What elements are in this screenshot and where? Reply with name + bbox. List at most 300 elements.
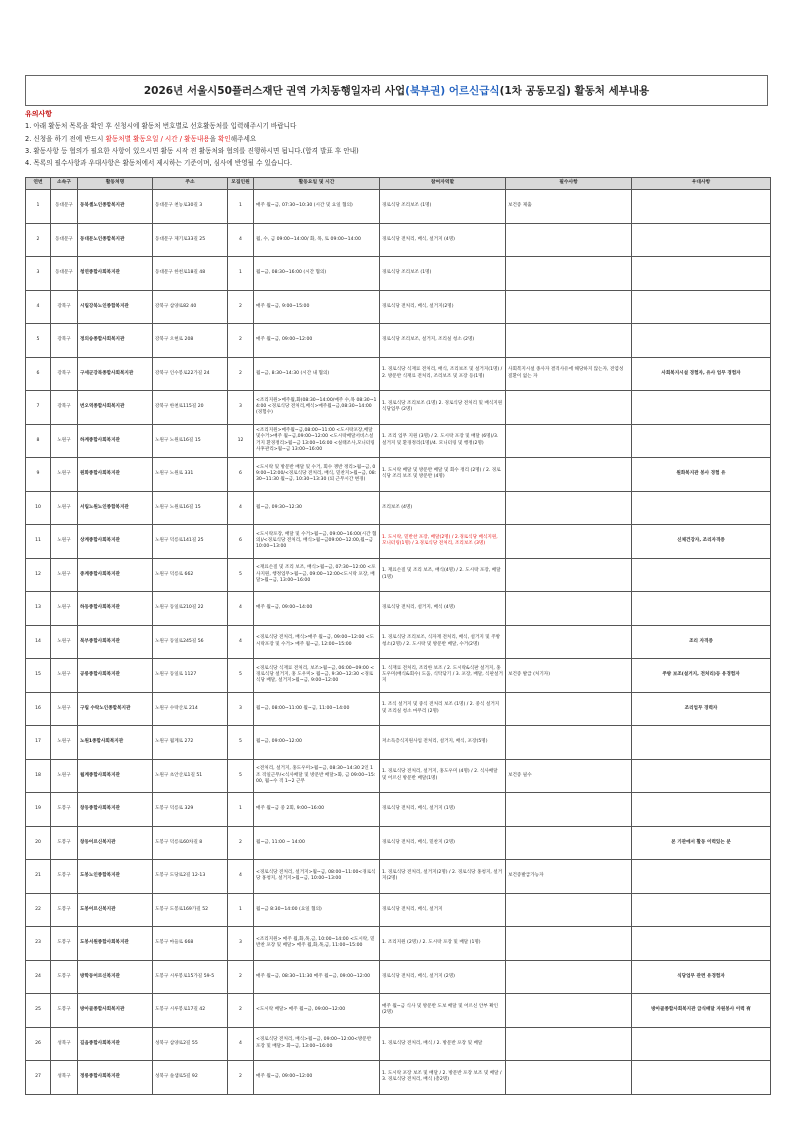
district: 노원구 bbox=[57, 538, 71, 544]
address-cell bbox=[153, 927, 228, 961]
recruit-count-cell bbox=[228, 759, 254, 793]
participant-role: 1. 경로식당 전처리, 설거지, 홍도우미 (4명) / 2. 식사배달 및 어르신 방문반 배달(1명) bbox=[382, 769, 498, 781]
preferences-cell bbox=[632, 960, 771, 994]
preferences-cell bbox=[632, 726, 771, 760]
organization-name-cell bbox=[78, 625, 153, 659]
organization-name-cell bbox=[78, 927, 153, 961]
organization-name-cell bbox=[78, 257, 153, 291]
organization-name-cell bbox=[78, 190, 153, 224]
address-cell bbox=[153, 558, 228, 592]
participant-role: 경로식당 전처리, 배식, 설거지 bbox=[382, 906, 443, 912]
preferences-cell bbox=[632, 826, 771, 860]
row-number-cell bbox=[26, 927, 51, 961]
participant-role: 1. 도시락 배달 및 방문반 배달 및 회수 정리 (2명) / 2. 경로식당 조리 보조 및 방문반 (4명) bbox=[382, 467, 501, 480]
district: 도봉구 bbox=[57, 906, 71, 912]
recruit-count: 5 bbox=[239, 739, 242, 745]
organization-name-cell bbox=[78, 994, 153, 1028]
district-cell bbox=[51, 625, 78, 659]
row-number: 20 bbox=[35, 839, 41, 845]
schedule: <조리지원>매주월~금,08:00~11:00 <도시락포장,배달및수거>매주 월~금,09:00~12:00 <도시락배달서비스설거지 환경정리>월~금 13:00~16:00 <실태조사,모니터링사후관리>월~금 13:00~16:00 bbox=[256, 427, 375, 453]
recruit-count: 5 bbox=[239, 672, 242, 678]
participant-role-cell bbox=[380, 491, 506, 525]
organization-name-cell bbox=[78, 1061, 153, 1095]
participant-role: 경로식당 조리보조 (1명) bbox=[382, 203, 432, 209]
address-cell bbox=[153, 458, 228, 492]
schedule-cell bbox=[254, 223, 380, 257]
requirements-cell bbox=[506, 491, 632, 525]
participant-role: 경로식당 전처리, 배식, 밑찬지 (2명) bbox=[382, 839, 455, 845]
district-cell bbox=[51, 1027, 78, 1061]
requirements-cell bbox=[506, 927, 632, 961]
recruit-count-cell bbox=[228, 257, 254, 291]
table-row bbox=[26, 223, 771, 257]
address: 노원구 노원로 331 bbox=[155, 471, 194, 477]
recruit-count-cell bbox=[228, 357, 254, 391]
row-number-cell bbox=[26, 893, 51, 927]
row-number-cell bbox=[26, 592, 51, 626]
preferences-cell bbox=[632, 1027, 771, 1061]
organization-name: 북부종합사회복지관 bbox=[80, 638, 120, 644]
participant-role-cell bbox=[380, 558, 506, 592]
table-row bbox=[26, 994, 771, 1028]
participant-role: 1. 도시락, 밑반찬 포장, 배달(2명) / 2.경로식당 배식지원, 모니터링(1명) / 3.경로식당 전처리, 조리보조 (3명) bbox=[382, 534, 498, 547]
participant-role: 매주 월~금 식사 및 방문반 도보 배달 및 어르신 안부 확인 (2명) bbox=[382, 1003, 499, 1016]
organization-name-cell bbox=[78, 893, 153, 927]
participant-role-cell bbox=[380, 692, 506, 726]
schedule: 매주 월~금 중 2회, 9:00~16:00 bbox=[256, 806, 325, 812]
organization-name: 동대문노인종합복지관 bbox=[80, 236, 125, 242]
recruit-count: 1 bbox=[239, 806, 242, 812]
page-title bbox=[25, 75, 768, 106]
table-row bbox=[26, 290, 771, 324]
notes-header: 유의사항 bbox=[25, 110, 53, 118]
requirements-cell bbox=[506, 391, 632, 425]
schedule-cell bbox=[254, 759, 380, 793]
schedule-cell bbox=[254, 525, 380, 559]
notes-section bbox=[25, 108, 770, 169]
address: 도봉구 도봉로169가길 52 bbox=[155, 906, 209, 912]
organization-name: 방아골종합사회복지관 bbox=[80, 1007, 125, 1013]
title-part3: (1차 공동모집) 활동처 세부내용 bbox=[499, 85, 650, 97]
district: 노원구 bbox=[57, 672, 71, 678]
district: 강북구 bbox=[57, 303, 71, 309]
participant-role: 경로식당 전처리, 배식, 설거지 (4명) bbox=[382, 236, 455, 242]
row-number: 22 bbox=[35, 906, 41, 912]
requirements-cell bbox=[506, 257, 632, 291]
recruit-count: 1 bbox=[239, 203, 242, 209]
preferences-cell bbox=[632, 1061, 771, 1095]
schedule-cell bbox=[254, 692, 380, 726]
requirements-cell bbox=[506, 893, 632, 927]
participant-role-cell bbox=[380, 960, 506, 994]
column-header: 필수사항 bbox=[506, 178, 632, 190]
note-line-2b: 활동처별 활동요일 / 시간 / 활동내용 bbox=[105, 134, 210, 143]
preferences-cell bbox=[632, 424, 771, 458]
table-row bbox=[26, 592, 771, 626]
row-number: 9 bbox=[36, 471, 40, 477]
row-number-cell bbox=[26, 491, 51, 525]
requirements-cell bbox=[506, 357, 632, 391]
title-part1: 2026년 서울시50플러스재단 권역 가치동행일자리 사업 bbox=[143, 85, 406, 97]
address-cell bbox=[153, 324, 228, 358]
table-row bbox=[26, 960, 771, 994]
requirements: 보건증발급가능자 bbox=[508, 873, 544, 879]
recruit-count-cell bbox=[228, 592, 254, 626]
preferences: 신체건강자, 조리자격증 bbox=[677, 538, 725, 544]
recruit-count-cell bbox=[228, 826, 254, 860]
row-number-cell bbox=[26, 960, 51, 994]
row-number-cell bbox=[26, 826, 51, 860]
row-number-cell bbox=[26, 257, 51, 291]
participant-role: 1. 조리지원 (2명) / 2. 도시락 포장 및 배달 (1명) bbox=[382, 940, 481, 946]
preferences-cell bbox=[632, 290, 771, 324]
requirements-cell bbox=[506, 190, 632, 224]
participant-role: 경로식당 조리보조 (1명) bbox=[382, 270, 432, 276]
organization-name: 도봉노인종합복지관 bbox=[80, 873, 120, 879]
schedule: 매주 월~금, 07:30~10:30 (시간 및 요일 협의) bbox=[256, 203, 353, 209]
district: 노원구 bbox=[57, 471, 71, 477]
recruit-count-cell bbox=[228, 558, 254, 592]
requirements-cell bbox=[506, 625, 632, 659]
address-cell bbox=[153, 525, 228, 559]
recruit-count: 4 bbox=[239, 236, 242, 242]
district: 노원구 bbox=[57, 605, 71, 611]
participant-role-cell bbox=[380, 290, 506, 324]
organization-name: 창동종합사회복지관 bbox=[80, 806, 120, 812]
recruit-count-cell bbox=[228, 659, 254, 693]
requirements: 보건증 필수 bbox=[508, 772, 532, 778]
schedule: 매주 월~금, 09:00~12:00 bbox=[256, 337, 313, 343]
requirements: 보건증 제출 bbox=[508, 203, 532, 209]
district: 도봉구 bbox=[57, 806, 71, 812]
schedule-cell bbox=[254, 357, 380, 391]
table-row bbox=[26, 357, 771, 391]
recruit-count: 3 bbox=[239, 404, 242, 410]
participant-role-cell bbox=[380, 793, 506, 827]
row-number: 5 bbox=[36, 337, 40, 343]
schedule: <조리지원>매주월,화(08:30~14:00/매주 수,목 08:30~14:00 <경로식당 전처리,배식>매주월~금,08:30~14:00(경험수) bbox=[256, 397, 377, 416]
row-number: 23 bbox=[35, 940, 41, 946]
district-cell bbox=[51, 759, 78, 793]
district: 도봉구 bbox=[57, 839, 71, 845]
address: 도봉구 시루봉로17길 42 bbox=[155, 1007, 206, 1013]
participant-role-cell bbox=[380, 424, 506, 458]
schedule: <경로식당 전처리, 설거지>월~금, 08:00~11:00<경로식당 홍청지, 설거지>월~금, 10:00~13:00 bbox=[256, 869, 376, 882]
row-number-cell bbox=[26, 223, 51, 257]
schedule-cell bbox=[254, 994, 380, 1028]
preferences-cell bbox=[632, 223, 771, 257]
row-number: 10 bbox=[35, 504, 41, 510]
row-number: 19 bbox=[35, 806, 41, 812]
participant-role-cell bbox=[380, 458, 506, 492]
participant-role: 1. 도시락 포장 보조 및 배달 / 2. 방문반 포장 보조 및 배달 / 3. 경로식당 전처리, 배식 (총2명) bbox=[382, 1070, 502, 1083]
organization-name-cell bbox=[78, 525, 153, 559]
table-row bbox=[26, 1027, 771, 1061]
row-number-cell bbox=[26, 424, 51, 458]
row-number: 4 bbox=[36, 303, 40, 309]
participant-role-cell bbox=[380, 994, 506, 1028]
district-cell bbox=[51, 826, 78, 860]
address-cell bbox=[153, 357, 228, 391]
participant-role: 경로식당 전처리, 배식, 설거지 (1명) bbox=[382, 806, 455, 812]
preferences-cell bbox=[632, 860, 771, 894]
organization-name: 서립노원노인종합복지관 bbox=[80, 504, 129, 510]
address: 노원구 노원로16길 15 bbox=[155, 437, 201, 443]
recruit-count: 4 bbox=[239, 638, 242, 644]
organization-name-cell bbox=[78, 391, 153, 425]
requirements-cell bbox=[506, 290, 632, 324]
district: 노원구 bbox=[57, 571, 71, 577]
note-line-2d: 확인 bbox=[218, 134, 231, 143]
recruit-count: 2 bbox=[239, 303, 242, 309]
schedule: 매주 월~금, 09:00~12:00 bbox=[256, 1074, 313, 1080]
preferences: 방아골종합사회복지관 급식배달 자원봉사 이력 有 bbox=[651, 1007, 751, 1013]
participant-role-cell bbox=[380, 927, 506, 961]
row-number: 21 bbox=[35, 873, 41, 879]
requirements-cell bbox=[506, 1061, 632, 1095]
column-header: 우대사항 bbox=[632, 178, 771, 190]
district: 노원구 bbox=[57, 437, 71, 443]
organization-name-cell bbox=[78, 223, 153, 257]
participant-role-cell bbox=[380, 893, 506, 927]
organization-name: 노원1종합사회복지관 bbox=[80, 739, 124, 745]
address: 강북구 한천로115길 20 bbox=[155, 404, 204, 410]
recruit-count: 4 bbox=[239, 504, 242, 510]
organization-name-cell bbox=[78, 793, 153, 827]
district-cell bbox=[51, 257, 78, 291]
row-number: 17 bbox=[35, 739, 41, 745]
organization-name-cell bbox=[78, 592, 153, 626]
table-row bbox=[26, 793, 771, 827]
recruit-count-cell bbox=[228, 525, 254, 559]
participant-role-cell bbox=[380, 826, 506, 860]
participant-role-cell bbox=[380, 1027, 506, 1061]
district: 노원구 bbox=[57, 638, 71, 644]
schedule: 매주 월~금, 9:00~15:00 bbox=[256, 303, 310, 309]
district-cell bbox=[51, 525, 78, 559]
recruit-count: 1 bbox=[239, 906, 242, 912]
address: 도봉구 시루봉로15가길 59-5 bbox=[155, 973, 215, 979]
address-cell bbox=[153, 625, 228, 659]
address: 도봉구 도당로2길 12-13 bbox=[155, 873, 206, 879]
district-cell bbox=[51, 290, 78, 324]
recruit-count: 2 bbox=[239, 839, 242, 845]
recruit-count-cell bbox=[228, 391, 254, 425]
row-number: 2 bbox=[36, 236, 40, 242]
preferences-cell bbox=[632, 659, 771, 693]
schedule-cell bbox=[254, 257, 380, 291]
organization-name: 상계종합사회복지관 bbox=[80, 538, 120, 544]
preferences-cell bbox=[632, 759, 771, 793]
district: 도봉구 bbox=[57, 973, 71, 979]
recruit-count-cell bbox=[228, 860, 254, 894]
participant-role: 경로식당 전처리, 설거지, 배식 (4명) bbox=[382, 605, 455, 611]
schedule: 월~금, 11:00 ~ 14:00 bbox=[256, 839, 305, 845]
column-header: 모집인원 bbox=[228, 178, 254, 190]
recruit-count-cell bbox=[228, 625, 254, 659]
requirements-cell bbox=[506, 793, 632, 827]
column-header: 활동처명 bbox=[78, 178, 153, 190]
row-number: 26 bbox=[35, 1040, 41, 1046]
table-row bbox=[26, 893, 771, 927]
recruit-count-cell bbox=[228, 290, 254, 324]
participant-role: 1. 경로식당 식재료 전처리, 배식, 조리보조 및 설거지(1명) / 2. 방문반 식재료 전처리, 조리보조 및 포장 등(1명) bbox=[382, 367, 503, 379]
requirements-cell bbox=[506, 826, 632, 860]
organization-name: 창동어르신복지관 bbox=[80, 839, 116, 845]
recruit-count-cell bbox=[228, 491, 254, 525]
organization-name-cell bbox=[78, 558, 153, 592]
requirements-cell bbox=[506, 960, 632, 994]
schedule-cell bbox=[254, 491, 380, 525]
address: 동대문구 천농로30길 3 bbox=[155, 203, 203, 209]
recruit-count: 4 bbox=[239, 873, 242, 879]
preferences-cell bbox=[632, 257, 771, 291]
district: 노원구 bbox=[57, 504, 71, 510]
row-number-cell bbox=[26, 793, 51, 827]
schedule: 월~금, 08:30~16:00 (시간 협의) bbox=[256, 270, 327, 276]
schedule-cell bbox=[254, 190, 380, 224]
district-cell bbox=[51, 960, 78, 994]
recruit-count: 6 bbox=[239, 471, 242, 477]
row-number-cell bbox=[26, 659, 51, 693]
table-row bbox=[26, 692, 771, 726]
district-cell bbox=[51, 659, 78, 693]
requirements-cell bbox=[506, 659, 632, 693]
schedule: 매주 월~금, 09:00~14:00 bbox=[256, 605, 313, 611]
district-cell bbox=[51, 726, 78, 760]
participant-role-cell bbox=[380, 726, 506, 760]
organization-name-cell bbox=[78, 357, 153, 391]
schedule: 월, 수, 금 09:00~14:00/ 화, 목, 토 09:00~14:00 bbox=[256, 236, 361, 242]
preferences-cell bbox=[632, 558, 771, 592]
schedule: <재료손질 및 조리 보조, 배식>월~금, 07:30~12:00 <포사지원, 행정업무>월~금, 09:00~12:00<도시락 포장, 배달>월~금, 13:00~16:00 bbox=[256, 565, 376, 583]
address: 강북구 오현로 208 bbox=[155, 337, 194, 343]
note-line-2a: 2. 신청을 하기 전에 반드시 bbox=[25, 134, 106, 143]
row-number-cell bbox=[26, 290, 51, 324]
participant-role: 1. 경로식당 조리보조 (1명) 2. 경로식당 전처리 및 배식지원 식당업무 (2명) bbox=[382, 400, 503, 413]
row-number-cell bbox=[26, 726, 51, 760]
organization-name-cell bbox=[78, 659, 153, 693]
row-number-cell bbox=[26, 860, 51, 894]
table-row bbox=[26, 759, 771, 793]
organization-name: 정의송종합사회복지관 bbox=[80, 337, 125, 343]
district: 노원구 bbox=[57, 772, 71, 778]
preferences-cell bbox=[632, 893, 771, 927]
district-cell bbox=[51, 927, 78, 961]
recruit-count-cell bbox=[228, 994, 254, 1028]
district-cell bbox=[51, 994, 78, 1028]
row-number: 14 bbox=[35, 638, 41, 644]
organization-name-cell bbox=[78, 860, 153, 894]
address: 노원구 덕릉로 662 bbox=[155, 571, 194, 577]
district-cell bbox=[51, 860, 78, 894]
district-cell bbox=[51, 223, 78, 257]
note-line-3: 3. 활동사항 등 협의가 필요한 사항이 있으시면 활동 시작 전 활동처와 협의를 진행하시면 됩니다.(합격 발표 후 안내) bbox=[25, 146, 359, 155]
row-number-cell bbox=[26, 324, 51, 358]
district: 성북구 bbox=[57, 1040, 71, 1046]
row-number: 3 bbox=[36, 270, 40, 276]
address-cell bbox=[153, 223, 228, 257]
preferences: 주방 보조(설거지, 전처리)등 유경험자 bbox=[662, 672, 740, 678]
preferences: 원화복지관 봉사 경험 유 bbox=[676, 471, 726, 477]
table-row bbox=[26, 324, 771, 358]
address: 도봉구 덕릉로60차길 8 bbox=[155, 839, 203, 845]
column-header: 참여자역할 bbox=[380, 178, 506, 190]
requirements-cell bbox=[506, 424, 632, 458]
address-cell bbox=[153, 759, 228, 793]
address-cell bbox=[153, 994, 228, 1028]
row-number: 15 bbox=[35, 672, 41, 678]
schedule-cell bbox=[254, 324, 380, 358]
requirements-cell bbox=[506, 558, 632, 592]
organization-name: 원화종합사회복지관 bbox=[80, 471, 120, 477]
recruit-count-cell bbox=[228, 424, 254, 458]
recruit-count: 12 bbox=[237, 437, 244, 443]
organization-name: 정릉종합사회복지관 bbox=[80, 1074, 120, 1080]
district: 성북구 bbox=[57, 1074, 71, 1080]
recruit-count-cell bbox=[228, 927, 254, 961]
preferences-cell bbox=[632, 458, 771, 492]
organization-name-cell bbox=[78, 692, 153, 726]
preferences-cell bbox=[632, 927, 771, 961]
organization-name-cell bbox=[78, 290, 153, 324]
organization-name-cell bbox=[78, 458, 153, 492]
preferences-cell bbox=[632, 190, 771, 224]
address: 동대문구 제기로33길 25 bbox=[155, 236, 206, 242]
schedule-cell bbox=[254, 625, 380, 659]
table-row bbox=[26, 257, 771, 291]
district-cell bbox=[51, 592, 78, 626]
address: 도봉구 마들로 668 bbox=[155, 940, 194, 946]
address: 성북구 삼양로2길 55 bbox=[155, 1040, 198, 1046]
row-number-cell bbox=[26, 1061, 51, 1095]
note-line-1: 1. 아래 활동처 목록을 확인 후 신청시에 활동처 번호별로 선호활동처를 입력해주시기 바랍니다 bbox=[25, 122, 297, 131]
address: 강북구 인수봉로22가길 24 bbox=[155, 370, 210, 376]
table-body bbox=[26, 190, 771, 1095]
organization-name-cell bbox=[78, 324, 153, 358]
preferences: 본 기관에서 활동 이력있는 분 bbox=[671, 839, 731, 845]
requirements-cell bbox=[506, 324, 632, 358]
table-row bbox=[26, 1061, 771, 1095]
recruit-count: 3 bbox=[239, 705, 242, 711]
recruit-count-cell bbox=[228, 726, 254, 760]
table-row bbox=[26, 424, 771, 458]
address-cell bbox=[153, 893, 228, 927]
row-number: 24 bbox=[35, 973, 41, 979]
participant-role-cell bbox=[380, 223, 506, 257]
schedule: 월~금, 09:30~12:30 bbox=[256, 504, 302, 510]
schedule: <경로식당 전처리, 배식>매주 월~금, 09:00~12:00 <도시락포장 및 수거> 매주 월~금, 12:00~15:00 bbox=[256, 635, 375, 647]
organization-name: 시립강북노인종합복지관 bbox=[80, 303, 129, 309]
schedule: <경로식당 전처리, 배식>월~금, 09:00~12:00<방문반 포장 및 배달> 화~금, 13:00~16:00 bbox=[256, 1037, 372, 1049]
participant-role-cell bbox=[380, 759, 506, 793]
address: 동대문구 한천로18길 48 bbox=[155, 270, 206, 276]
table-row bbox=[26, 826, 771, 860]
organization-name: 구립 수락노인종합복지관 bbox=[80, 705, 131, 711]
requirements-cell bbox=[506, 223, 632, 257]
address: 성북구 솔샘로5길 92 bbox=[155, 1074, 198, 1080]
recruit-count: 5 bbox=[239, 571, 242, 577]
recruit-count-cell bbox=[228, 1061, 254, 1095]
note-line-2e: 해주세요 bbox=[230, 134, 257, 143]
recruit-count: 5 bbox=[239, 772, 242, 778]
organization-name: 중계종합사회복지관 bbox=[80, 571, 120, 577]
schedule: 월~금, 09:00~12:00 bbox=[256, 739, 302, 745]
table-row bbox=[26, 190, 771, 224]
address-cell bbox=[153, 826, 228, 860]
participant-role: 경로식당 조리보조, 설거지, 조리실 청소 (2명) bbox=[382, 337, 475, 343]
recruit-count: 2 bbox=[239, 370, 242, 376]
